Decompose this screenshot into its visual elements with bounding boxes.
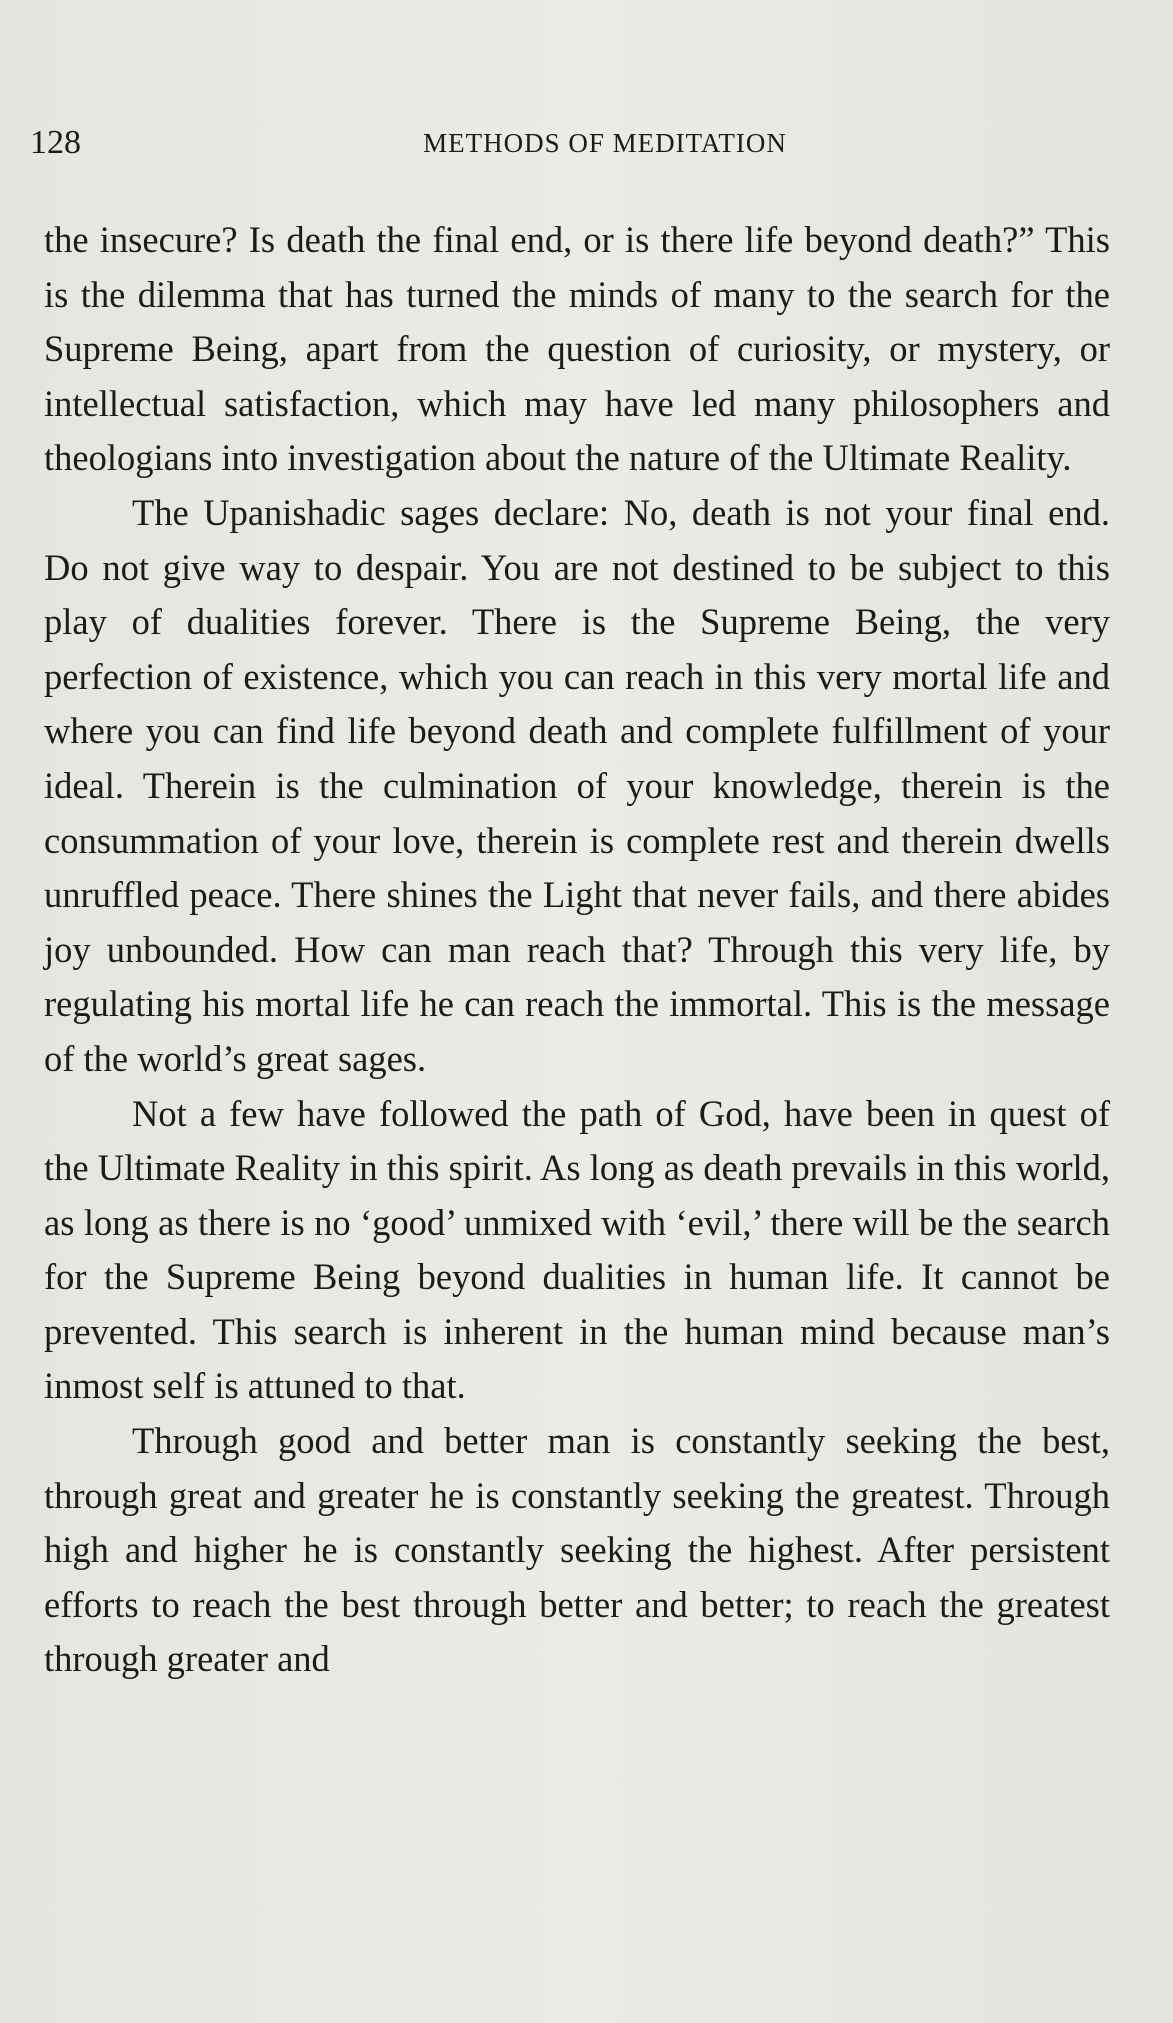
paragraph-1: the insecure? Is death the final end, or is there life beyond death?” This is the dilemma that has turned the minds of many to the search for the Supreme Being, apart from the question of curiosity, or mystery, or intellectual satisfaction, which may have led many philosophers and theologians into investigation about the nature of the Ultimate Reality. <box>44 219 1110 479</box>
paragraph-2: The Upanishadic sages declare: No, death is not your final end. Do not give way to despair. You are not destined to be subject to this play of dualities forever. There is the Supreme Being, the very perfection of existence, which you can reach in this very mortal life and where you can find life beyond death and complete fulfillment of your ideal. Therein is the culmination of your knowledge, therein is the consummation of your love, therein is complete rest and therein dwells unruffled peace. There shines the Light that never fails, and there abides joy unbounded. How can man reach that? Through this very life, by regulating his mortal life he can reach the immortal. This is the message of the world’s great sages. <box>44 491 1110 1079</box>
body-text <box>44 213 1110 1687</box>
running-head <box>30 118 1120 168</box>
paragraph-3: Not a few have followed the path of God, have been in quest of the Ultimate Reality in this spirit. As long as death prevails in this world, as long as there is no ‘good’ unmixed with ‘evil,’ there will be the search for the Supreme Being beyond dualities in human life. It cannot be prevented. This search is inherent in the human mind because man’s inmost self is attuned to that. <box>44 1092 1110 1407</box>
book-title: METHODS OF MEDITATION <box>423 128 787 158</box>
paragraph-4: Through good and better man is constantly seeking the best, through great and greater he is constantly seeking the greatest. Through high and higher he is constantly seeking the highest. After persistent efforts to reach the best through better and better; to reach the greatest through greater and <box>44 1420 1110 1680</box>
page-number: 128 <box>30 124 81 161</box>
